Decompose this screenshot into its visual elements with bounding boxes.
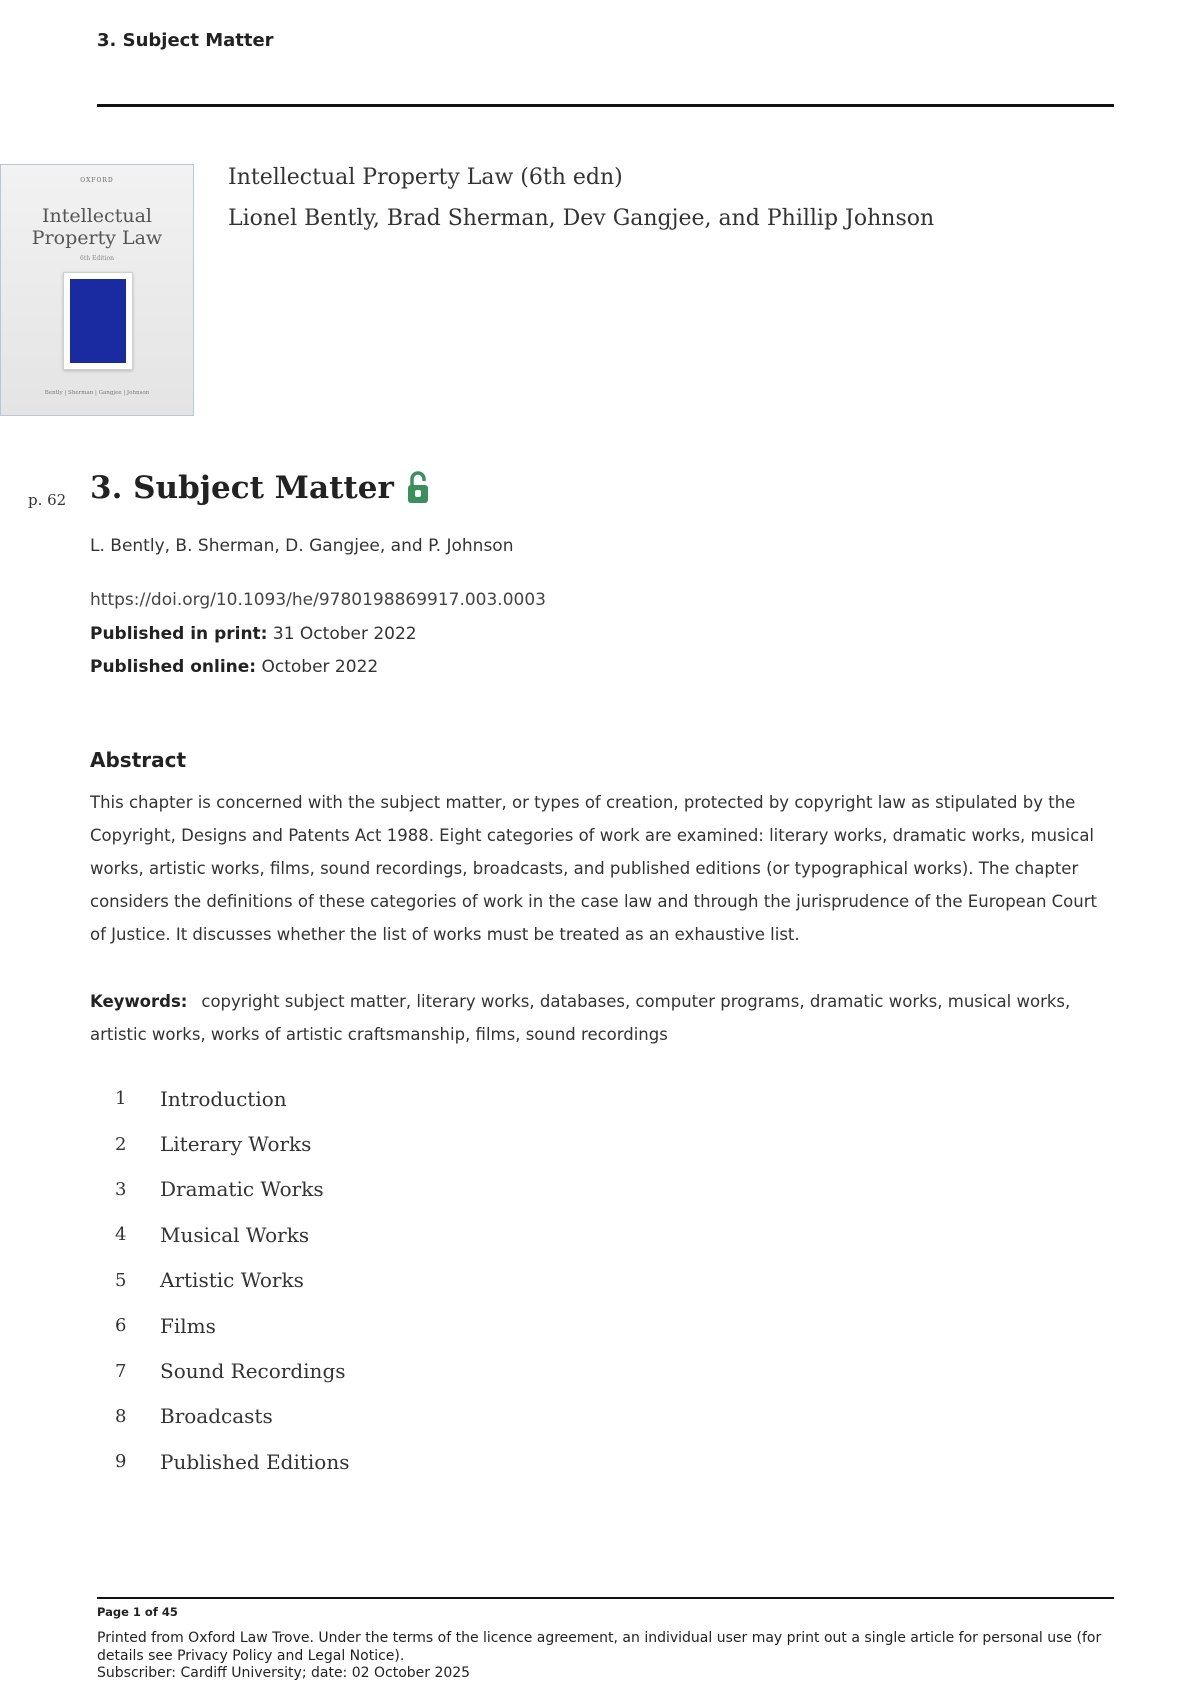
toc-label: Published Editions <box>160 1449 350 1474</box>
toc-item[interactable] <box>90 1212 350 1257</box>
toc-number: 3 <box>115 1178 127 1200</box>
table-of-contents <box>90 1076 350 1485</box>
toc-item[interactable] <box>90 1439 350 1484</box>
book-title[interactable]: Intellectual Property Law (6th edn) <box>228 165 623 190</box>
toc-label: Literary Works <box>160 1132 312 1157</box>
footer-notice <box>97 1630 1117 1683</box>
toc-label: Films <box>160 1313 216 1338</box>
published-print-value: 31 October 2022 <box>272 624 417 644</box>
cover-title-line2: Property Law <box>31 227 163 249</box>
cover-publisher: OXFORD <box>80 177 114 184</box>
published-online-value: October 2022 <box>261 657 379 677</box>
toc-label: Artistic Works <box>160 1268 304 1293</box>
page-count: Page 1 of 45 <box>97 1605 178 1619</box>
toc-item[interactable] <box>90 1394 350 1439</box>
published-print <box>90 624 417 644</box>
page-reference: p. 62 <box>28 491 67 509</box>
toc-label: Sound Recordings <box>160 1359 346 1384</box>
toc-number: 6 <box>115 1315 127 1337</box>
footer-licence-text: Printed from Oxford Law Trove. Under the terms of the licence agreement, an individual user may print out a single article for personal use (for details see Privacy Policy and Legal Notice). <box>97 1630 1102 1664</box>
cover-title-line1: Intellectual <box>42 205 152 227</box>
footer-subscriber: Subscriber: Cardiff University; date: 02 October 2025 <box>97 1665 471 1681</box>
toc-item[interactable] <box>90 1167 350 1212</box>
published-print-label: Published in print: <box>90 624 268 644</box>
toc-number: 4 <box>115 1224 127 1246</box>
toc-number: 2 <box>115 1133 127 1155</box>
toc-item[interactable] <box>90 1121 350 1166</box>
keywords-value: copyright subject matter, literary works, databases, computer programs, dramatic works, musical works, artistic works, works of artistic craftsmanship, films, sound recordings <box>90 992 1071 1044</box>
running-head: 3. Subject Matter <box>97 30 274 51</box>
published-online-label: Published online: <box>90 657 257 677</box>
book-cover <box>0 164 194 416</box>
toc-label: Introduction <box>160 1086 287 1111</box>
chapter-title-text: 3. Subject Matter <box>90 470 394 506</box>
open-lock-icon <box>406 471 430 505</box>
keywords-label: Keywords: <box>90 992 188 1011</box>
toc-number: 9 <box>115 1451 127 1473</box>
cover-artwork <box>63 272 133 370</box>
chapter-authors: L. Bently, B. Sherman, D. Gangjee, and P. Johnson <box>90 536 514 556</box>
toc-label: Dramatic Works <box>160 1177 324 1202</box>
toc-item[interactable] <box>90 1348 350 1393</box>
doi-link[interactable]: https://doi.org/10.1093/he/9780198869917.003.0003 <box>90 590 546 610</box>
toc-item[interactable] <box>90 1258 350 1303</box>
header-rule <box>97 104 1114 107</box>
toc-number: 5 <box>115 1269 127 1291</box>
toc-number: 7 <box>115 1360 127 1382</box>
abstract-text: This chapter is concerned with the subject matter, or types of creation, protected by copyright law as stipulated by the Copyright, Designs and Patents Act 1988. Eight categories of work are examined: literary works, dramatic works, musical works, artistic works, films, sound recordings, broadcasts, and published editions (or typographical works). The chapter considers the definitions of these categories of work in the case law and through the jurisprudence of the European Court of Justice. It discusses whether the list of works must be treated as an exhaustive list. <box>90 793 1097 944</box>
toc-number: 1 <box>115 1088 127 1110</box>
footer-rule <box>97 1597 1114 1599</box>
toc-label: Musical Works <box>160 1222 310 1247</box>
cover-artwork-panel <box>70 279 126 363</box>
toc-label: Broadcasts <box>160 1404 273 1429</box>
chapter-title <box>90 470 430 506</box>
cover-authors: Bently | Sherman | Gangjee | Johnson <box>44 390 150 396</box>
toc-number: 8 <box>115 1405 127 1427</box>
abstract-heading: Abstract <box>90 748 187 772</box>
keywords <box>90 985 1120 1051</box>
book-authors: Lionel Bently, Brad Sherman, Dev Gangjee, and Phillip Johnson <box>228 206 935 231</box>
toc-item[interactable] <box>90 1076 350 1121</box>
toc-item[interactable] <box>90 1303 350 1348</box>
cover-title <box>1 205 193 249</box>
published-online <box>90 657 378 677</box>
cover-edition: 6th Edition <box>80 255 114 262</box>
